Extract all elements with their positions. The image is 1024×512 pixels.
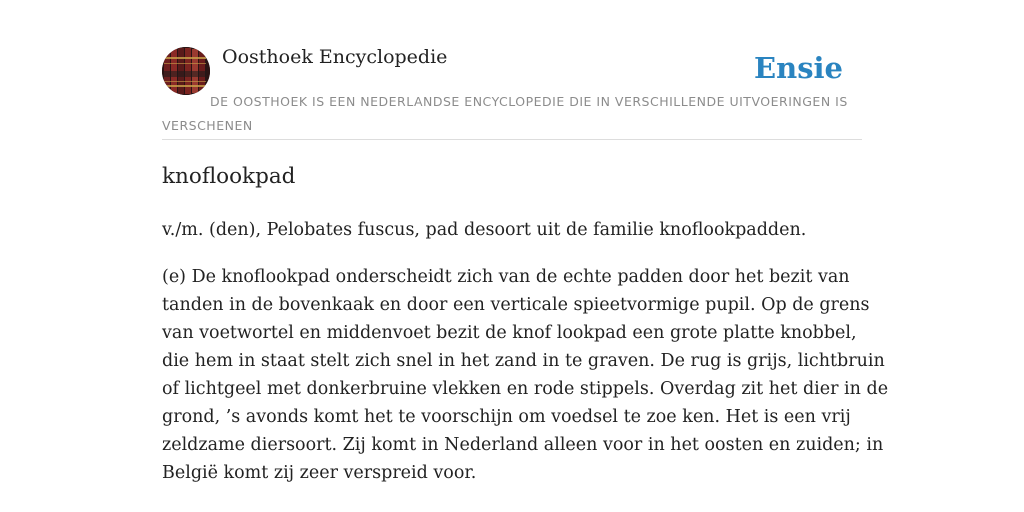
content-container [162, 0, 889, 483]
entry-body [162, 263, 889, 487]
body-line: of lichtgeel met donkerbruine vlekken en rode stippels. Overdag zit het dier in de [162, 379, 889, 399]
entry-title: knoflookpad [162, 164, 296, 189]
site-tagline: DE OOSTHOEK IS EEN NEDERLANDSE ENCYCLOPEDIE DIE IN VERSCHILLENDE UITVOERINGEN IS VERSCHENEN [162, 94, 848, 133]
site-header [162, 0, 862, 140]
body-line: België komt zij zeer verspreid voor. [162, 463, 477, 483]
body-line: die hem in staat stelt zich snel in het zand in te graven. De rug is grijs, lichtbruin [162, 351, 885, 371]
body-line: van voetwortel en middenvoet bezit de knof lookpad een grote platte knobbel, [162, 323, 857, 343]
site-name[interactable]: Oosthoek Encyclopedie [222, 46, 448, 68]
ensie-logo-link[interactable]: Ensie [754, 51, 843, 85]
body-line: zeldzame diersoort. Zij komt in Nederland alleen voor in het oosten en zuiden; in [162, 435, 884, 455]
entry-definition: v./m. (den), Pelobates fuscus, pad desoort uit de familie knoflookpadden. [162, 220, 807, 240]
body-line: tanden in de bovenkaak en door een verticale spieetvormige pupil. Op de grens [162, 295, 870, 315]
books-icon [162, 47, 210, 95]
body-line: (e) De knoflookpad onderscheidt zich van de echte padden door het bezit van [162, 267, 850, 287]
encyclopedia-books-avatar[interactable] [162, 47, 210, 95]
body-line: grond, ’s avonds komt het te voorschijn om voedsel te zoe ken. Het is een vrij [162, 407, 851, 427]
